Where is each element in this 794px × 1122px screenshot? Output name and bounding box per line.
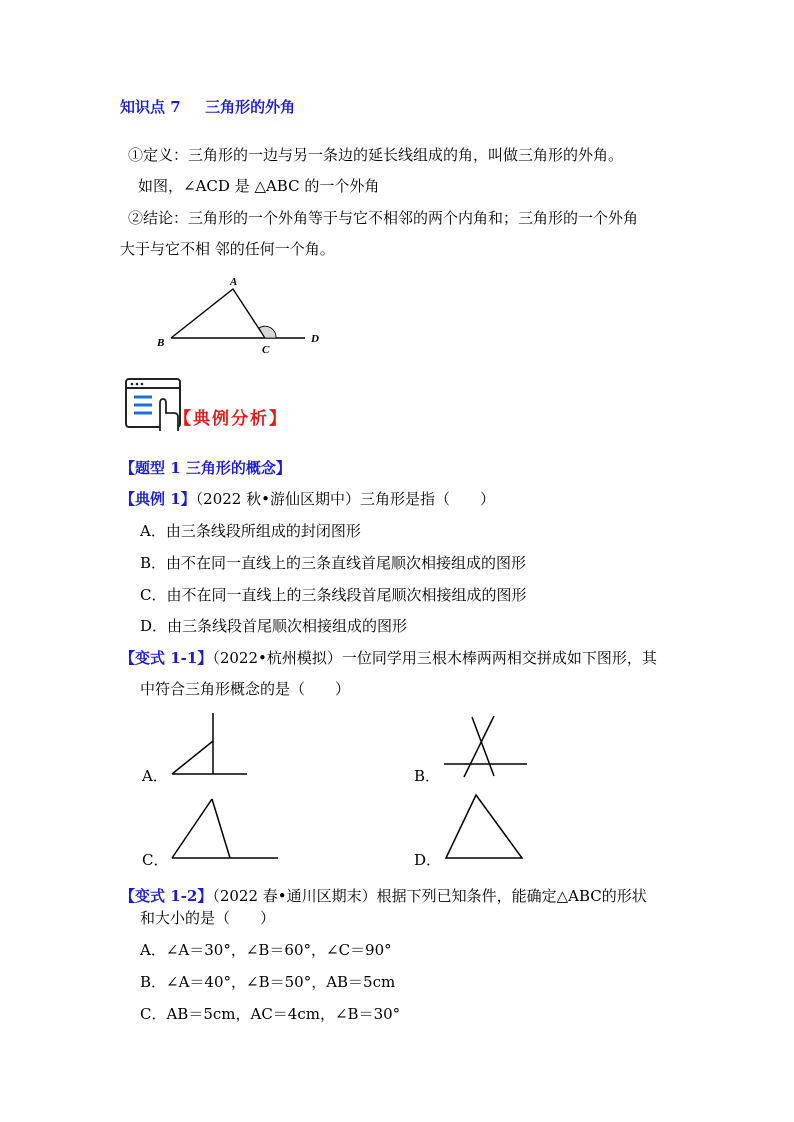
label-d: D	[311, 333, 319, 345]
label-a: A	[230, 276, 238, 288]
definition-text: ①定义：三角形的一边与另一条边的延长线组成的角，叫做三角形的外角。	[128, 146, 624, 164]
variant12-line1: （2022 春•通川区期末）根据下列已知条件，能确定△ABC的形状	[212, 887, 647, 905]
example1-source: （2022 秋•游仙区期中）三角形是指（ ）	[195, 490, 495, 508]
variant11-tag: 【变式 1-1】	[120, 649, 213, 667]
variant12-stem-1	[120, 886, 647, 906]
knowledge-title	[120, 96, 295, 117]
choice-b-label: B．	[414, 767, 441, 785]
variant12-option-c: C．AB＝5cm，AC＝4cm，∠B＝30°	[140, 1005, 401, 1023]
example1-tag: 【典例 1】	[120, 490, 196, 508]
choice-a-label: A．	[142, 767, 168, 785]
example1-option-d: D．由三条线段首尾顺次相接组成的图形	[140, 617, 408, 635]
variant11-stem-1	[120, 648, 657, 668]
conclusion-text-2: 大于与它不相 邻的任何一个角。	[120, 240, 335, 258]
variant12-option-a: A．∠A＝30°，∠B＝60°，∠C＝90°	[140, 941, 392, 959]
variant12-tag: 【变式 1-2】	[120, 887, 213, 905]
example1-stem	[120, 489, 495, 509]
choice-c-label: C．	[142, 851, 169, 869]
variant11-line1: （2022•杭州模拟）一位同学用三根木棒两两相交拼成如下图形，其	[212, 649, 657, 667]
label-b: B	[157, 337, 165, 349]
knowledge-title-number: 知识点 7	[120, 98, 181, 116]
variant11-stem-2: 中符合三角形概念的是（ ）	[140, 680, 351, 698]
choice-d-label: D．	[414, 851, 442, 869]
knowledge-title-text: 三角形的外角	[205, 98, 296, 116]
variant12-stem-2: 和大小的是（ ）	[140, 909, 276, 927]
example1-option-b: B．由不在同一直线上的三条直线首尾顺次相接组成的图形	[140, 554, 527, 572]
variant12-option-b: B．∠A＝40°，∠B＝50°，AB＝5cm	[140, 973, 396, 991]
figure-b	[444, 716, 527, 777]
analysis-banner: 【典例分析】	[174, 409, 288, 429]
example1-option-a: A．由三条线段所组成的封闭图形	[140, 522, 361, 540]
figure-c	[172, 799, 278, 858]
conclusion-text-1: ②结论：三角形的一个外角等于与它不相邻的两个内角和；三角形的一个外角	[128, 209, 639, 227]
example-text: 如图，∠ACD 是 △ABC 的一个外角	[138, 177, 380, 195]
figure-d	[446, 795, 522, 858]
type1-heading: 【题型 1 三角形的概念】	[120, 459, 291, 477]
label-c: C	[262, 344, 270, 356]
example1-option-c: C．由不在同一直线上的三条线段首尾顺次相接组成的图形	[140, 586, 527, 604]
figure-a	[172, 713, 247, 774]
